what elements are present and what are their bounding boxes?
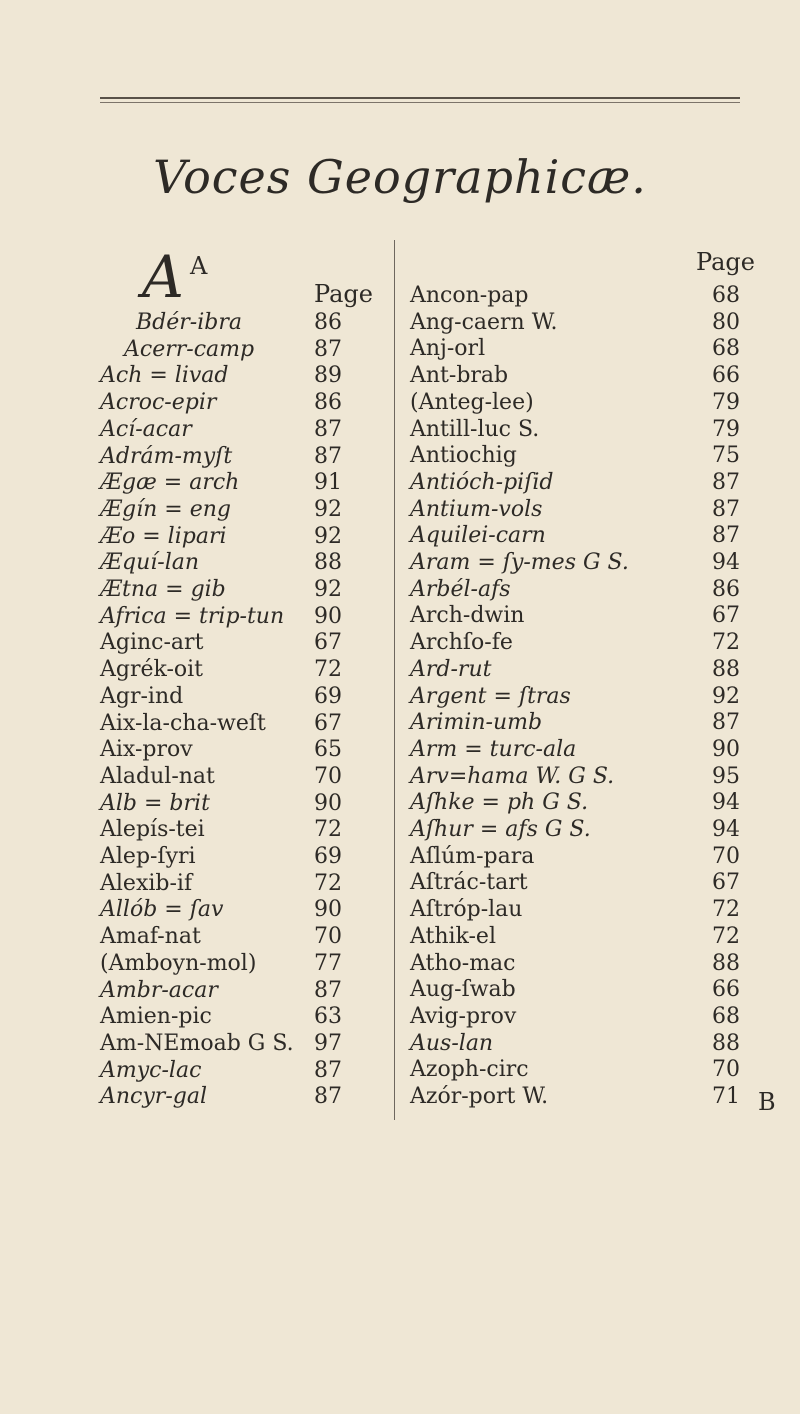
right-entry-page: 94 (712, 550, 740, 575)
left-entry-name: Agr-ind (100, 683, 184, 709)
right-entry-page: 87 (712, 469, 740, 495)
right-entry-page: 79 (712, 416, 740, 442)
left-entry-name: Alep-ſyri (100, 844, 196, 869)
right-entry-name: Atho-mac (410, 950, 516, 976)
left-entry-page: 92 (314, 496, 342, 522)
left-entry-name: Agrék-oit (100, 657, 204, 683)
right-entry-page: 87 (712, 496, 740, 522)
right-entry-name: Arbél-afs (410, 576, 511, 602)
right-entry-page: 90 (712, 736, 740, 762)
right-entry-page: 72 (712, 630, 740, 656)
right-entry-name: (Anteg-lee) (410, 389, 534, 415)
right-entry-name: Antióch-piſid (410, 469, 554, 495)
left-entry-name: Aix-prov (100, 737, 193, 763)
left-entry-name: Ací-acar (100, 416, 192, 442)
right-entry-name: Azoph-circ (410, 1057, 529, 1083)
left-entry-page: 87 (314, 336, 342, 362)
left-entry-page: 92 (314, 577, 342, 602)
left-entry-name: Alepís-tei (100, 817, 205, 843)
left-entry-page: 65 (314, 737, 342, 763)
left-entry-page: 97 (314, 1030, 342, 1056)
right-page-header: Page (696, 248, 755, 276)
left-entry-page: 86 (314, 310, 342, 335)
left-entry-page: 87 (314, 443, 342, 469)
right-entry-page: 68 (712, 283, 740, 308)
right-entry-page: 86 (712, 576, 740, 602)
right-entry-page: 87 (712, 710, 740, 736)
right-entry-name: Antium-vols (410, 496, 543, 522)
right-entry-page: 88 (712, 950, 740, 976)
right-entry-page: 87 (712, 523, 740, 549)
left-entry-name: Africa = trip-tun (100, 603, 285, 629)
right-entry-name: Aug-ſwab (410, 977, 516, 1003)
left-entry-name: Amaf-nat (100, 924, 201, 950)
left-entry-page: 72 (314, 870, 342, 896)
right-entry-name: Argent = ſtras (410, 683, 571, 709)
left-entry-page: 90 (314, 897, 342, 923)
left-entry-page: 86 (314, 390, 342, 416)
left-entry-page: 67 (314, 710, 342, 736)
left-entry-page: 63 (314, 1004, 342, 1030)
left-entry-page: 90 (314, 603, 342, 629)
left-entry-page: 90 (314, 790, 342, 816)
left-entry-name: Ambr-acar (100, 977, 218, 1003)
right-entry-page: 92 (712, 683, 740, 709)
right-entry-name: Aquilei-carn (410, 523, 546, 549)
left-entry-name: Ancyr-gal (100, 1084, 207, 1110)
right-entry-name: Ant-brab (410, 363, 509, 389)
right-entry-page: 70 (712, 1057, 740, 1083)
right-entry-name: Aſhur = afs G S. (410, 817, 591, 842)
right-entry-page: 88 (712, 656, 740, 682)
left-entry-name: Alexib-if (100, 870, 193, 896)
left-entry-name: Aginc-art (100, 630, 204, 656)
left-entry-page: 87 (314, 1084, 342, 1110)
left-entry-name: Æquí-lan (100, 550, 200, 576)
left-entry-name: Adrám-myſt (100, 443, 233, 469)
left-entry-name: (Amboyn-mol) (100, 950, 257, 976)
left-entry-name: Acerr-camp (124, 336, 255, 362)
right-entry-name: Aſlúm-para (410, 843, 535, 869)
right-entry-name: Ard-rut (410, 656, 492, 682)
right-entry-page: 67 (712, 603, 740, 629)
section-letter: A (190, 252, 208, 280)
left-entry-name: Æo = lipari (100, 523, 227, 549)
right-entry-name: Arm = turc-ala (410, 736, 577, 762)
right-entry-page: 79 (712, 389, 740, 415)
left-entry-page: 69 (314, 683, 342, 709)
right-entry-name: Anj-orl (410, 336, 486, 362)
right-entry-name: Antill-luc S. (410, 416, 540, 442)
right-entry-page: 95 (712, 763, 740, 789)
page-title: Voces Geographicæ. (153, 150, 647, 204)
left-entry-name: Am-NEmoab G S. (100, 1030, 294, 1056)
signature-mark: B (758, 1088, 776, 1116)
left-page-header: Page (314, 280, 373, 308)
left-entry-page: 70 (314, 763, 342, 789)
right-entry-page: 68 (712, 336, 740, 362)
left-entry-page: 77 (314, 950, 342, 976)
right-entry-name: Aſhke = ph G S. (410, 790, 589, 816)
right-entry-name: Azór-port W. (410, 1084, 549, 1109)
right-entry-page: 80 (712, 309, 740, 335)
right-entry-name: Aus-lan (410, 1030, 494, 1056)
left-entry-name: Aix-la-cha-weſt (100, 710, 266, 736)
left-entry-page: 70 (314, 924, 342, 950)
right-entry-page: 66 (712, 977, 740, 1003)
column-divider (394, 240, 395, 1120)
left-entry-name: Aladul-nat (100, 763, 215, 789)
right-entry-name: Athik-el (410, 923, 496, 949)
right-entry-page: 75 (712, 443, 740, 469)
drop-cap: A (142, 243, 184, 311)
right-entry-page: 94 (712, 790, 740, 816)
right-entry-name: Ancon-pap (410, 283, 529, 308)
left-entry-name: Ach = livad (100, 363, 229, 389)
right-entry-page: 68 (712, 1003, 740, 1029)
right-entry-name: Arch-dwin (410, 603, 525, 629)
left-entry-page: 69 (314, 844, 342, 869)
right-entry-page: 67 (712, 870, 740, 896)
right-entry-name: Aſtrác-tart (410, 870, 528, 896)
right-entry-page: 88 (712, 1030, 740, 1056)
right-entry-name: Arimin-umb (410, 710, 543, 736)
top-rule-thin (100, 102, 740, 103)
left-entry-page: 87 (314, 977, 342, 1003)
left-entry-name: Amien-pic (100, 1004, 212, 1030)
right-entry-name: Ang-caern W. (410, 309, 558, 335)
right-entry-page: 94 (712, 817, 740, 842)
left-entry-name: Ætna = gib (100, 577, 226, 602)
right-entry-name: Aram = ſy-mes G S. (410, 550, 629, 575)
right-entry-page: 72 (712, 897, 740, 923)
left-entry-name: Allób = ſav (100, 897, 224, 923)
left-entry-page: 87 (314, 416, 342, 442)
right-entry-name: Avig-prov (410, 1003, 517, 1029)
left-entry-name: Bdér-ibra (136, 310, 242, 335)
right-entry-name: Antiochig (410, 443, 517, 469)
left-entry-page: 89 (314, 363, 342, 389)
left-entry-name: Acroc-epir (100, 390, 217, 416)
right-entry-name: Aſtróp-lau (410, 897, 523, 923)
left-entry-name: Ægín = eng (100, 496, 232, 522)
left-entry-name: Amyc-lac (100, 1057, 202, 1083)
left-entry-name: Alb = brit (100, 790, 210, 816)
right-entry-page: 70 (712, 843, 740, 869)
right-entry-page: 66 (712, 363, 740, 389)
left-entry-page: 72 (314, 817, 342, 843)
right-entry-name: Archſo-fe (410, 630, 513, 656)
left-entry-page: 92 (314, 523, 342, 549)
left-entry-page: 67 (314, 630, 342, 656)
top-rule (100, 97, 740, 99)
left-entry-page: 87 (314, 1057, 342, 1083)
right-entry-page: 72 (712, 923, 740, 949)
left-entry-name: Ægæ = arch (100, 470, 240, 496)
right-entry-name: Arv=hama W. G S. (410, 763, 615, 789)
right-entry-page: 71 (712, 1084, 740, 1109)
left-entry-page: 91 (314, 470, 342, 496)
left-entry-page: 72 (314, 657, 342, 683)
left-entry-page: 88 (314, 550, 342, 576)
